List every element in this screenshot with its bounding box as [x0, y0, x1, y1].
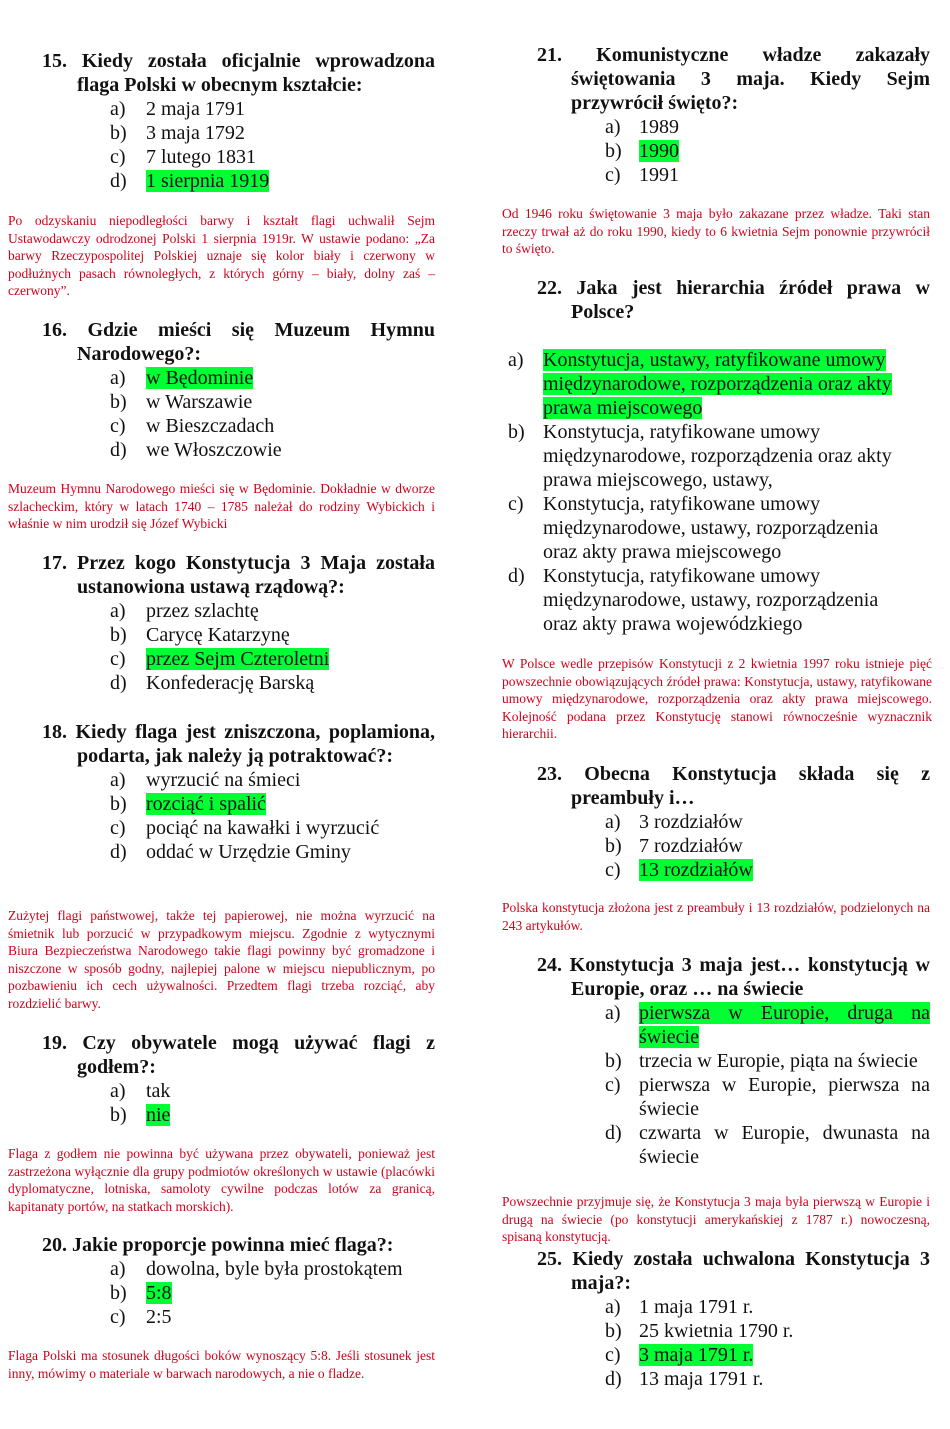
- option-letter: c): [110, 146, 126, 168]
- answer-list: [605, 115, 930, 187]
- explanation-18: Zużytej flagi państwowej, także tej papierowej, nie można wyrzucić na śmietnik lub porzucić w przypadkowym miejscu. Zgodnie z wytycznymi Biura Bezpieczeństwa Narodowego takie flagi powinny być gromadzone i niszczone w sposób godny, najlepiej palone w miejscu niepublicznym, po pozbawieniu ich cech używalności. Przedtem flagi trzeba rozciąć, aby rozdzielić barwy.: [8, 908, 435, 1011]
- option-letter: d): [110, 841, 127, 863]
- answer-list: [110, 97, 435, 193]
- answer-option[interactable]: [605, 810, 930, 834]
- option-text: czwarta w Europie, dwunasta na świecie: [639, 1122, 930, 1168]
- option-text: 1 maja 1791 r.: [639, 1296, 754, 1318]
- answer-list: [110, 768, 435, 864]
- answer-option[interactable]: [110, 414, 435, 438]
- answer-option[interactable]: [110, 145, 435, 169]
- answer-option[interactable]: [508, 564, 916, 636]
- option-text-highlighted: 3 maja 1791 r.: [639, 1344, 754, 1366]
- question-title: 25. Kiedy została uchwalona Konstytucja 3 maja?:: [537, 1248, 930, 1294]
- option-letter: b): [110, 1282, 127, 1304]
- option-letter: c): [110, 415, 126, 437]
- option-text: Konfederację Barską: [146, 672, 315, 694]
- explanation-16: Muzeum Hymnu Narodowego mieści się w Będominie. Dokładnie w dworze szlacheckim, który w latach 1740 – 1785 należał do rodziny Wybickich i właśnie w nim urodził się Józef Wybicki: [8, 481, 435, 531]
- question-15: [42, 49, 435, 193]
- option-text-highlighted: rozciąć i spalić: [146, 793, 266, 815]
- option-text: 7 lutego 1831: [146, 146, 256, 168]
- answer-list: [605, 810, 930, 882]
- answer-option-correct[interactable]: [605, 1343, 930, 1367]
- option-letter: c): [508, 493, 524, 515]
- answer-option-correct[interactable]: [110, 647, 435, 671]
- option-text: trzecia w Europie, piąta na świecie: [639, 1050, 918, 1072]
- option-letter: c): [605, 1074, 621, 1096]
- answer-option[interactable]: [110, 390, 435, 414]
- option-letter: b): [110, 793, 127, 815]
- option-text: przez szlachtę: [146, 600, 259, 622]
- question-18: [42, 720, 435, 864]
- option-text: 3 rozdziałów: [639, 811, 743, 833]
- option-letter: b): [605, 835, 622, 857]
- answer-option[interactable]: [605, 163, 930, 187]
- answer-option[interactable]: [605, 115, 930, 139]
- question-22: [537, 276, 930, 324]
- option-text-highlighted: przez Sejm Czteroletni: [146, 648, 330, 670]
- option-text-highlighted: nie: [146, 1104, 171, 1126]
- option-text: 3 maja 1792: [146, 122, 245, 144]
- option-text: w Warszawie: [146, 391, 253, 413]
- answer-option-correct[interactable]: [110, 1281, 435, 1305]
- answer-option[interactable]: [110, 816, 435, 840]
- answer-option[interactable]: [508, 492, 916, 564]
- explanation-19: Flaga z godłem nie powinna być używana przez obywateli, ponieważ jest zastrzeżona wyłącznie dla grupy podmiotów określonych w ustawie (placówki dyplomatyczne, lotniska, samoloty cywilne podczas lotów za granicą, kapitanaty portów, na statkach morskich).: [8, 1146, 435, 1214]
- explanation-21: Od 1946 roku świętowanie 3 maja było zakazane przez władze. Taki stan rzeczy trwał aż do roku 1990, kiedy to 6 kwietnia Sejm ponownie przywrócił to święto.: [502, 206, 930, 256]
- answer-list: [110, 1257, 435, 1329]
- option-letter: d): [605, 1122, 622, 1144]
- question-title: 16. Gdzie mieści się Muzeum Hymnu Narodowego?:: [42, 319, 435, 365]
- option-text: oddać w Urzędzie Gminy: [146, 841, 351, 863]
- question-title: 23. Obecna Konstytucja składa się z preambuły i…: [537, 763, 930, 809]
- option-text: dowolna, byle była prostokątem: [146, 1258, 403, 1280]
- option-letter: b): [605, 1050, 622, 1072]
- question-title: 18. Kiedy flaga jest zniszczona, poplamiona, podarta, jak należy ją potraktować?:: [42, 721, 435, 767]
- answer-option[interactable]: [605, 834, 930, 858]
- question-19: [42, 1031, 435, 1127]
- explanation-20: Flaga Polski ma stosunek długości boków wynoszący 5:8. Jeśli stosunek jest inny, mówimy o materiale w barwach narodowych, a nie o fladze.: [8, 1348, 435, 1381]
- option-text-highlighted: pierwsza w Europie, druga na świecie: [639, 1002, 930, 1048]
- option-text-highlighted: 1 sierpnia 1919: [146, 170, 270, 192]
- option-letter: c): [605, 1344, 621, 1366]
- option-text: Konstytucja, ratyfikowane umowy międzynarodowe, ustawy, rozporządzenia oraz akty prawa miejscowego: [543, 493, 879, 563]
- option-text: 1989: [639, 116, 679, 138]
- option-text-highlighted: 5:8: [146, 1282, 172, 1304]
- question-title: 19. Czy obywatele mogą używać flagi z godłem?:: [42, 1032, 435, 1078]
- option-letter: c): [110, 817, 126, 839]
- option-letter: a): [110, 1080, 126, 1102]
- question-title: 17. Przez kogo Konstytucja 3 Maja została ustanowiona ustawą rządową?:: [42, 552, 435, 598]
- answer-option[interactable]: [110, 97, 435, 121]
- option-letter: a): [110, 769, 126, 791]
- answer-option-correct[interactable]: [110, 169, 435, 193]
- option-text: w Bieszczadach: [146, 415, 275, 437]
- answer-option[interactable]: [508, 420, 916, 492]
- answer-option[interactable]: [110, 840, 435, 864]
- option-text: we Włoszczowie: [146, 439, 282, 461]
- answer-option-correct[interactable]: [605, 139, 930, 163]
- question-16: [42, 318, 435, 462]
- option-text-highlighted: 13 rozdziałów: [639, 859, 753, 881]
- question-20: [42, 1233, 435, 1329]
- explanation-22: W Polsce wedle przepisów Konstytucji z 2 kwietnia 1997 roku istnieje pięć powszechnie obowiązujących źródeł prawa: Konstytucja, ustawy, ratyfikowane umowy międzynarodowe, rozporządzenia oraz akty prawa miejscowego. Kolejność podana przez Konstytucję stanowi równocześnie wyznacznik hierarchii.: [502, 656, 932, 741]
- option-text: Konstytucja, ratyfikowane umowy międzynarodowe, ustawy, rozporządzenia oraz akty prawa wojewódzkiego: [543, 565, 879, 635]
- question-title: 15. Kiedy została oficjalnie wprowadzona flaga Polski w obecnym kształcie:: [42, 50, 435, 96]
- answer-option[interactable]: [110, 1079, 435, 1103]
- answer-option[interactable]: [605, 1049, 930, 1073]
- answer-list: [605, 1001, 930, 1169]
- option-text-highlighted: 1990: [639, 140, 679, 162]
- option-text: pierwsza w Europie, pierwsza na świecie: [639, 1074, 930, 1120]
- explanation-23: Polska konstytucja złożona jest z preambuły i 13 rozdziałów, podzielonych na 243 artykułów.: [502, 900, 930, 933]
- option-text: 2 maja 1791: [146, 98, 245, 120]
- explanation-24: Powszechnie przyjmuje się, że Konstytucja 3 maja była pierwszą w Europie i drugą na świecie (po konstytucji amerykańskiej z 1787 r.) nowoczesną, spisaną konstytucją.: [502, 1194, 930, 1244]
- option-letter: d): [508, 565, 525, 587]
- answer-option-correct[interactable]: [605, 1001, 930, 1049]
- question-23: [537, 762, 930, 882]
- option-letter: a): [605, 1296, 621, 1318]
- question-title: 21. Komunistyczne władze zakazały świętowania 3 maja. Kiedy Sejm przywrócił święto?:: [537, 44, 930, 114]
- answer-list: [110, 1079, 435, 1127]
- option-text-highlighted: w Będominie: [146, 367, 254, 389]
- answer-list: [110, 366, 435, 462]
- option-letter: a): [605, 811, 621, 833]
- option-letter: c): [110, 1306, 126, 1328]
- answer-option-correct[interactable]: [508, 348, 916, 420]
- answer-option-correct[interactable]: [605, 858, 930, 882]
- answer-option[interactable]: [605, 1295, 930, 1319]
- answer-option[interactable]: [605, 1367, 930, 1391]
- option-text: pociąć na kawałki i wyrzucić: [146, 817, 380, 839]
- answer-option[interactable]: [110, 121, 435, 145]
- answer-option[interactable]: [110, 1305, 435, 1329]
- option-letter: c): [605, 859, 621, 881]
- option-letter: d): [605, 1368, 622, 1390]
- option-text: 2:5: [146, 1306, 172, 1328]
- option-letter: a): [605, 1002, 621, 1024]
- question-17: [42, 551, 435, 695]
- option-text: 13 maja 1791 r.: [639, 1368, 764, 1390]
- answer-list: [605, 1295, 930, 1391]
- option-text: 1991: [639, 164, 679, 186]
- option-letter: d): [110, 439, 127, 461]
- option-text: tak: [146, 1080, 171, 1102]
- option-letter: a): [110, 600, 126, 622]
- option-letter: b): [605, 1320, 622, 1342]
- option-text: Carycę Katarzynę: [146, 624, 290, 646]
- option-letter: a): [508, 349, 524, 371]
- option-letter: d): [110, 170, 127, 192]
- answer-list-22: [508, 348, 916, 636]
- answer-option-correct[interactable]: [110, 1103, 435, 1127]
- option-letter: d): [110, 672, 127, 694]
- explanation-15: Po odzyskaniu niepodległości barwy i kształt flagi uchwalił Sejm Ustawodawczy odrodzonej Polski 1 sierpnia 1919r. W ustawie podano: „Za barwy Rzeczypospolitej Polskiej uznaje się kolor biały i czerwony w podłużnych pasach równoległych, z których górny – biały, dolny zaś – czerwony”.: [8, 213, 435, 298]
- option-letter: b): [110, 1104, 127, 1126]
- answer-option[interactable]: [110, 1257, 435, 1281]
- answer-option[interactable]: [110, 768, 435, 792]
- option-letter: a): [110, 367, 126, 389]
- option-letter: a): [110, 1258, 126, 1280]
- question-title: 22. Jaka jest hierarchia źródeł prawa w Polsce?: [537, 277, 930, 323]
- option-letter: a): [110, 98, 126, 120]
- option-letter: b): [110, 624, 127, 646]
- answer-list: [110, 599, 435, 695]
- option-text-highlighted: Konstytucja, ustawy, ratyfikowane umowy międzynarodowe, rozporządzenia oraz akty prawa miejscowego: [543, 349, 892, 419]
- answer-option[interactable]: [110, 599, 435, 623]
- answer-option[interactable]: [110, 671, 435, 695]
- option-letter: a): [605, 116, 621, 138]
- option-letter: b): [605, 140, 622, 162]
- answer-option[interactable]: [605, 1319, 930, 1343]
- option-letter: c): [110, 648, 126, 670]
- answer-option[interactable]: [605, 1121, 930, 1169]
- question-title: 20. Jakie proporcje powinna mieć flaga?:: [42, 1234, 394, 1256]
- option-text: wyrzucić na śmieci: [146, 769, 301, 791]
- option-letter: b): [110, 122, 127, 144]
- option-text: Konstytucja, ratyfikowane umowy międzynarodowe, rozporządzenia oraz akty prawa miejscowego, ustawy,: [543, 421, 892, 491]
- option-letter: b): [508, 421, 525, 443]
- question-25: [537, 1247, 930, 1391]
- option-letter: b): [110, 391, 127, 413]
- option-letter: c): [605, 164, 621, 186]
- answer-option-correct[interactable]: [110, 792, 435, 816]
- answer-option[interactable]: [110, 438, 435, 462]
- answer-option[interactable]: [605, 1073, 930, 1121]
- question-title: 24. Konstytucja 3 maja jest… konstytucją w Europie, oraz … na świecie: [537, 954, 930, 1000]
- answer-option[interactable]: [110, 623, 435, 647]
- option-text: 7 rozdziałów: [639, 835, 743, 857]
- option-text: 25 kwietnia 1790 r.: [639, 1320, 794, 1342]
- question-24: [537, 953, 930, 1169]
- answer-option-correct[interactable]: [110, 366, 435, 390]
- question-21: [537, 43, 930, 187]
